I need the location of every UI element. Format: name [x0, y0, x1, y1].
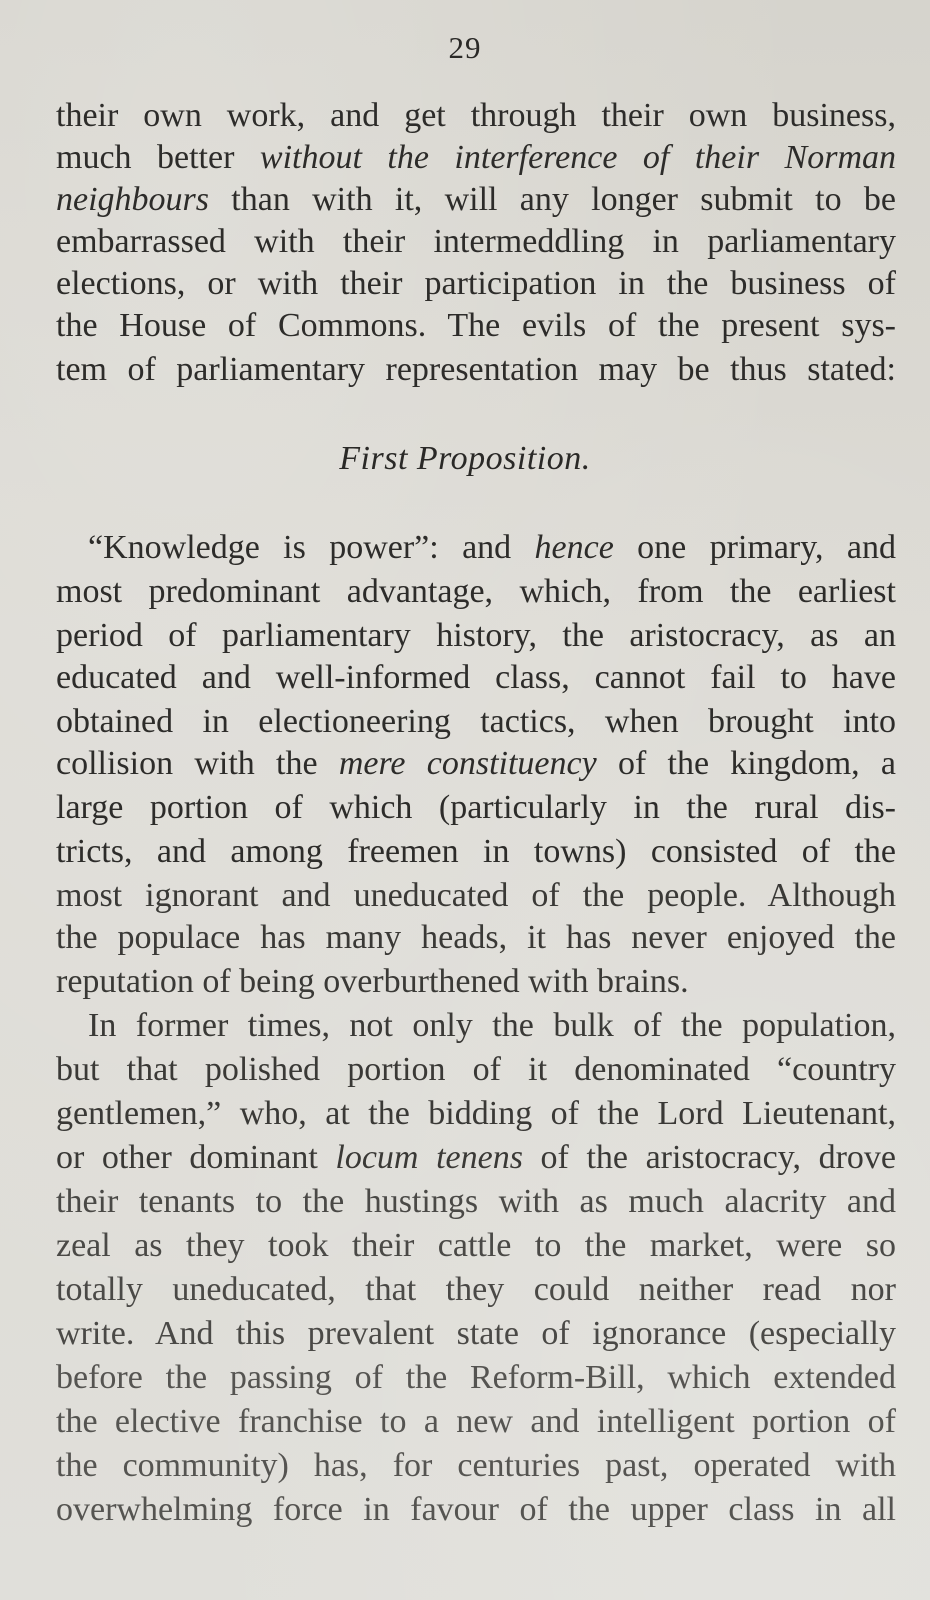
italic-text: hence: [534, 529, 614, 566]
text-line: obtained in electioneering tactics, when brought into: [56, 703, 896, 740]
text-line: [56, 1138, 896, 1178]
text-line: the House of Commons. The evils of the present sys-: [56, 307, 896, 344]
text-line: totally uneducated, that they could neither read nor: [56, 1271, 896, 1308]
section-heading: First Proposition.: [339, 440, 591, 477]
text-line: most ignorant and uneducated of the people. Although: [56, 877, 896, 914]
italic-text: neighbours: [56, 181, 209, 218]
text-line: elections, or with their participation in the business of: [56, 265, 896, 302]
text-line: before the passing of the Reform-Bill, which extended: [56, 1359, 896, 1396]
text-span: of the aristocracy, drove: [522, 1139, 896, 1176]
text-span: much better: [56, 139, 260, 176]
text-line: their own work, and get through their own business,: [56, 97, 896, 134]
text-line: the populace has many heads, it has never enjoyed the: [56, 919, 896, 956]
italic-text: locum tenens: [335, 1139, 523, 1176]
text-line: but that polished portion of it denominated “country: [56, 1051, 896, 1088]
text-span: or other dominant: [56, 1139, 336, 1176]
text-line: [56, 744, 896, 784]
text-line: write. And this prevalent state of ignorance (especially: [56, 1315, 896, 1352]
italic-text: mere constituency: [338, 745, 597, 782]
text-line: [56, 180, 896, 220]
text-line: large portion of which (particularly in the rural dis-: [56, 789, 896, 826]
text-line: most predominant advantage, which, from the earliest: [56, 573, 896, 610]
text-line: the community) has, for centuries past, operated with: [56, 1447, 896, 1484]
text-line: overwhelming force in favour of the upper class in all: [56, 1491, 896, 1528]
text-span: of the kingdom, a: [596, 745, 897, 782]
text-line: their tenants to the hustings with as much alacrity and: [56, 1183, 896, 1220]
text-line: tem of parliamentary representation may be thus stated:: [56, 351, 896, 388]
text-line: embarrassed with their intermeddling in parliamentary: [56, 223, 896, 260]
page-number: 29: [448, 30, 482, 65]
text-line: educated and well-informed class, cannot fail to have: [56, 659, 896, 696]
italic-text: without the interference of their Norman: [259, 139, 896, 176]
text-line: reputation of being overburthened with brains.: [56, 963, 689, 1000]
text-span: than with it, will any longer submit to be: [209, 181, 896, 218]
text-line: period of parliamentary history, the aristocracy, as an: [56, 617, 896, 654]
text-line: In former times, not only the bulk of the population,: [88, 1007, 896, 1044]
text-line: gentlemen,” who, at the bidding of the Lord Lieutenant,: [56, 1095, 896, 1132]
text-line: zeal as they took their cattle to the market, were so: [56, 1227, 896, 1264]
text-span: “Knowledge is power”: and: [88, 529, 535, 566]
text-line: [88, 528, 896, 568]
text-line: tricts, and among freemen in towns) consisted of the: [56, 833, 896, 870]
text-span: collision with the: [56, 745, 339, 782]
text-line: [56, 138, 896, 178]
text-span: one primary, and: [613, 529, 896, 566]
text-line: the elective franchise to a new and intelligent portion of: [56, 1403, 896, 1440]
